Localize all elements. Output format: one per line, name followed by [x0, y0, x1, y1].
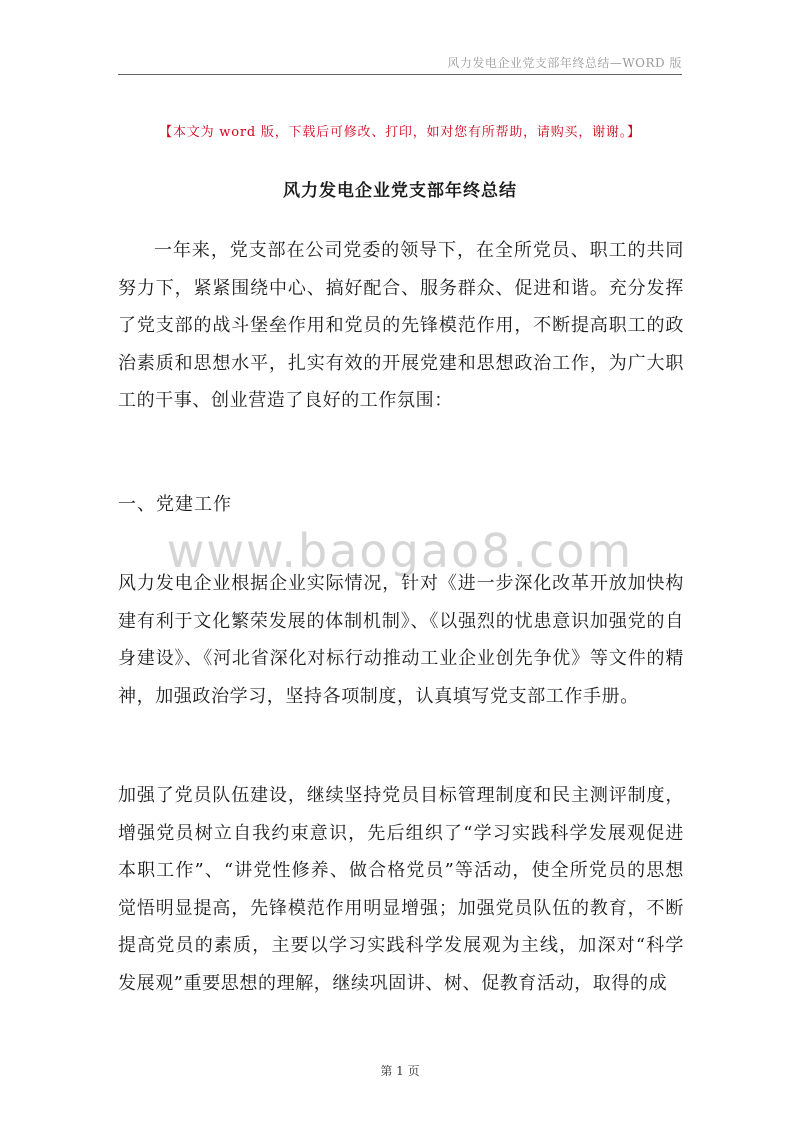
- header-divider: [118, 74, 682, 75]
- page-number: 第 1 页: [380, 1064, 420, 1078]
- document-title: 风力发电企业党支部年终总结: [283, 181, 517, 201]
- page-header: 风力发电企业党支部年终总结—WORD 版: [447, 56, 682, 70]
- purchase-notice: 【本文为 word 版，下载后可修改、打印，如对您有所帮助，请购买，谢谢。】: [159, 125, 641, 140]
- watermark: www.baogao8.com: [166, 524, 634, 578]
- section-heading: 一、党建工作: [118, 494, 232, 515]
- intro-paragraph: 一年来，党支部在公司党委的领导下，在全所党员、职工的共同努力下，紧紧围绕中心、搞好配合、服务群众、促进和谐。充分发挥了党支部的战斗堡垒作用和党员的先锋模范作用，不断提高职工的政治素质和思想水平，扎实有效的开展党建和思想政治工作，为广大职工的干事、创业营造了良好的工作氛围：: [118, 240, 684, 411]
- body-paragraph: 风力发电企业根据企业实际情况，针对《进一步深化改革开放加快构建有利于文化繁荣发展的体制机制》、《以强烈的忧患意识加强党的自身建设》、《河北省深化对标行动推动工业企业创先争优》等文件的精神，加强政治学习，坚持各项制度，认真填写党支部工作手册。: [118, 573, 684, 707]
- body-paragraph: 加强了党员队伍建设，继续坚持党员目标管理制度和民主测评制度，增强党员树立自我约束意识，先后组织了“学习实践科学发展观促进本职工作”、“讲党性修养、做合格党员”等活动，使全所党员的思想觉悟明显提高，先锋模范作用明显增强；加强党员队伍的教育，不断提高党员的素质，主要以学习实践科学发展观为主线，加深对“科学发展观”重要思想的理解，继续巩固讲、树、促教育活动，取得的成: [118, 785, 684, 994]
